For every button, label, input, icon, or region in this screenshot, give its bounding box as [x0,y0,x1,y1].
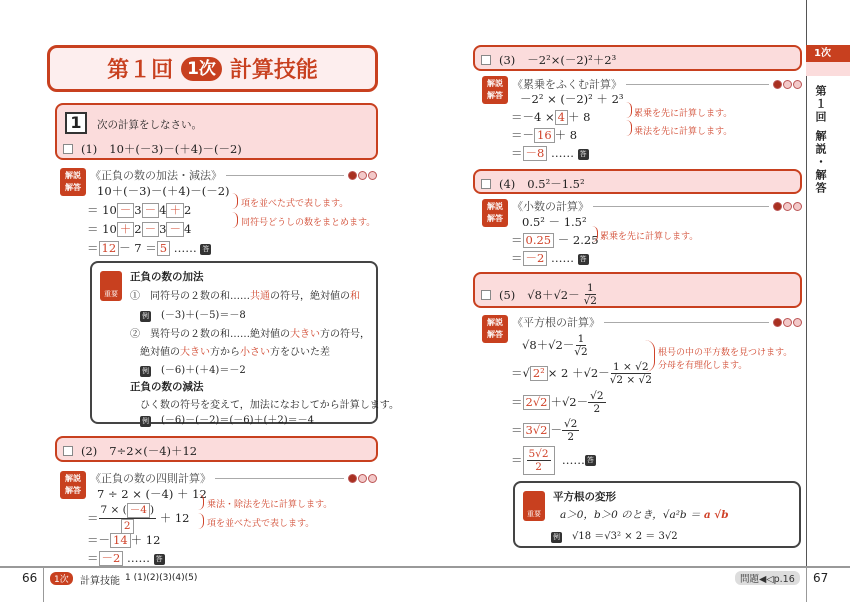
note: 乗法・除法を先に計算します。 [207,500,333,510]
q3-heading: 《累乗をふくむ計算》 [512,76,802,92]
important-badge: 重要 [100,271,122,301]
footer-label: 計算技能 [80,576,120,587]
q5-step1: √8＋√2－ $\frac{1}{√2}$ [522,333,588,358]
q1-label: (1) [81,142,98,156]
problem-1-box [55,103,378,160]
checkbox[interactable] [481,55,491,65]
note: 根号の中の平方数を見つけます。 [658,348,793,358]
footer-badge: 1次 [50,572,73,585]
checkbox[interactable] [481,179,491,189]
page-title [47,45,378,92]
important-box: 重要 平方根の変形 a＞0，b＞0 のとき，√a²b ＝ a √b 例 √18 ＝√3² × 2 ＝ 3√2 [513,481,801,548]
q5-heading: 《平方根の計算》 [512,314,802,330]
q1-step4: ＝ 12 － 7 ＝ 5 …… 答 [87,241,210,255]
difficulty-icon [773,318,802,327]
q4-step2: ＝ 0.25 － 2.25 [511,233,599,247]
difficulty-icon [773,80,802,89]
checkbox[interactable] [63,446,73,456]
q3-step3: ＝－ 16 ＋ 8 [511,128,578,142]
q3-box: (3) －2²×(－2)²＋2³ [473,45,802,71]
footer-items: 1 (1)(2)(3)(4)(5) [125,573,198,583]
q1-step1: 10＋(－3)－(＋4)－(－2) [97,184,230,198]
kaisetsu-badge: 解説 解答 [482,76,508,104]
note: 累乗を先に計算します。 [634,109,733,119]
q2-heading: 《正負の数の四則計算》 [90,470,377,486]
q1-step2: ＝ 10 － 3 － 4 ＋ 2 [87,203,192,217]
title-main: 計算技能 [229,58,318,83]
note: 同符号どうしの数をまとめます。 [241,218,376,228]
note: 乗法を先に計算します。 [634,127,733,137]
kaisetsu-badge: 解説 解答 [60,168,86,196]
important-box: 重要 正負の数の加法 ① 同符号の２数の和……共通の符号，絶対値の和 例 (－3)＋(－5)＝－8 ② 異符号の２数の和……絶対値の大きい方の符号， 絶対値の大きい方から小さい方をひいた差 例 (－6)＋(＋4)＝－2 正負の数の減法 ひく数の符号を変えて，加法になおしてから計算します。 例 (－6)－(－2)＝(－6)＋(＋2)＝－4 [90,261,378,424]
important-badge: 重要 [523,491,545,521]
q2-step4: ＝ －2 …… 答 [87,551,163,565]
q4-step3: ＝ －2 …… 答 [511,251,587,265]
q5-box: (5) √8＋√2－ $\frac{1}{√2}$ [473,272,802,308]
q5-step3: ＝ 2√2 ＋√2－ $\frac{√2}{2}$ [511,390,604,415]
kaisetsu-badge: 解説 解答 [60,471,86,499]
q3-step4: ＝ －8 …… 答 [511,146,587,160]
q2-box: (2) 7÷2×(－4)＋12 [55,436,378,462]
q2-step3: ＝－ 14 ＋ 12 [87,533,161,547]
q2-step2: ＝ $\frac{7 \times ( -4 )}{2}$ ＋ 12 [87,504,190,532]
page-number-right: 67 [813,571,829,585]
sidebar-vertical-title: 第１回 解説・解答 [814,85,827,195]
note: 分母を有理化します。 [658,361,748,371]
q3-step2: ＝－4 × 4 ＋ 8 [511,110,591,124]
q5-step2: ＝√ 2² × 2 ＋√2－ $\frac{1 \times √2}{√2 \times √2}$ [511,361,652,386]
checkbox[interactable] [63,144,73,154]
answer-icon: 答 [202,244,210,253]
difficulty-icon [348,474,377,483]
q4-box: (4) 0.5²－1.5² [473,169,802,194]
sidebar-tab[interactable]: 1次 [806,45,850,62]
problem-reference-link[interactable]: 問題◀◁p.16 [735,571,800,585]
page-number-left: 66 [22,571,38,585]
kaisetsu-badge: 解説 解答 [482,199,508,227]
note: 項を並べた式で表します。 [207,519,315,529]
q3-step1: －2² × (－2)² ＋ 2³ [520,92,624,106]
q1-expression: 10＋(－3)－(＋4)－(－2) [109,142,242,156]
q4-step1: 0.5² － 1.5² [522,215,587,229]
kaisetsu-badge: 解説 解答 [482,315,508,343]
instruction: 次の計算をしなさい。 [97,119,202,131]
title-badge: 1次 [181,57,222,81]
problem-number: 1 [65,112,87,134]
q2-step1: 7 ÷ 2 × (－4) ＋ 12 [97,487,207,501]
title-prefix: 第１回 [107,58,174,83]
q5-step4: ＝ 3√2 － $\frac{√2}{2}$ [511,418,578,443]
note: 項を並べた式で表します。 [241,199,349,209]
q1-heading: 《正負の数の加法・減法》 [90,167,377,183]
difficulty-icon [348,171,377,180]
q5-step5: ＝ $\frac{5√2}{2}$ …… 答 [511,448,594,473]
q1-step3: ＝ 10 ＋ 2 － 3 － 4 [87,222,192,236]
checkbox[interactable] [481,290,491,300]
q4-heading: 《小数の計算》 [512,198,802,214]
note: 累乗を先に計算します。 [600,232,699,242]
difficulty-icon [773,202,802,211]
